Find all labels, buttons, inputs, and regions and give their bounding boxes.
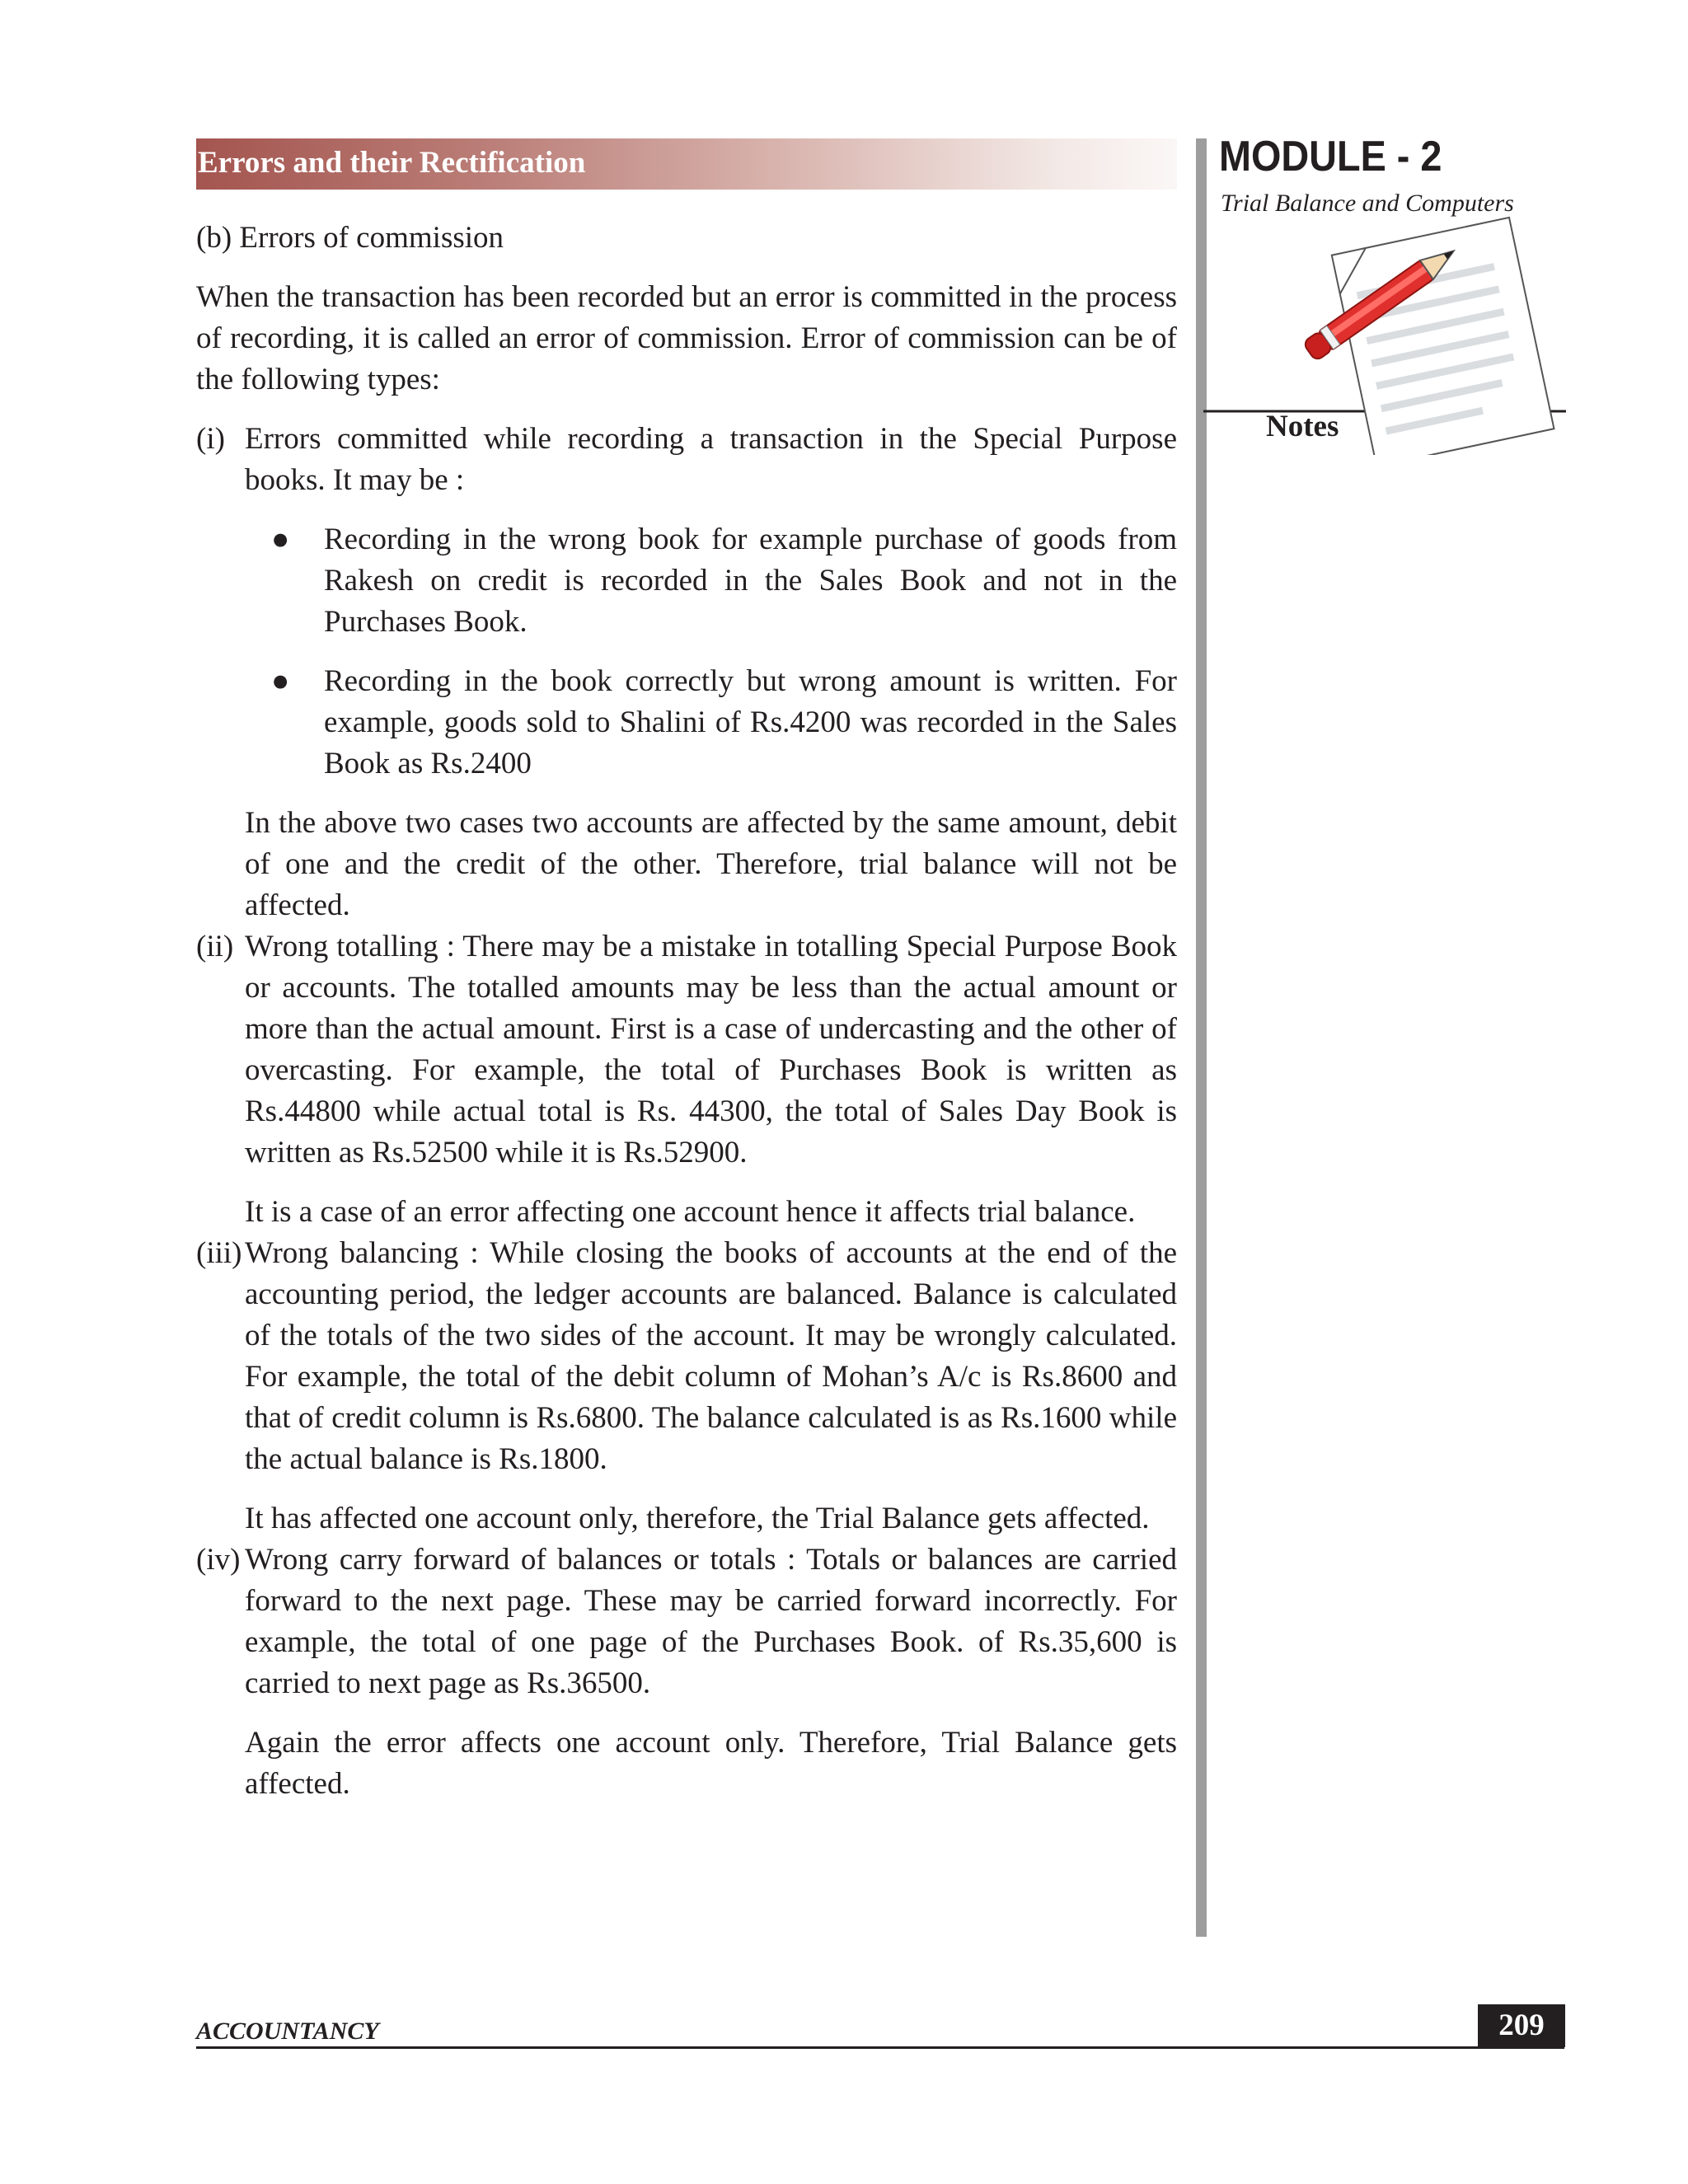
footer-subject: ACCOUNTANCY [196, 2018, 379, 2045]
item-text: Wrong totalling : There may be a mistake in totalling Special Purpose Book or accounts. The totalled amounts may be less than the actual amount or more than the actual amount. First is a case of undercasting and the other of overcasting. For example, the total of Purchases Book is written as Rs.44800 while actual total is Rs. 44300, the total of Sales Day Book is written as Rs.52500 while it is Rs.52900. [245, 930, 1177, 1169]
bullet-icon: ● [271, 664, 290, 698]
item-number: (iv) [196, 1543, 241, 1577]
module-title: MODULE - 2 [1219, 133, 1442, 180]
module-subtitle: Trial Balance and Computers [1221, 190, 1514, 217]
list-item [196, 1540, 1177, 1704]
list-item [196, 419, 1177, 501]
item-number: (i) [196, 422, 225, 456]
item-text: Errors committed while recording a transaction in the Special Purpose books. It may be : [245, 422, 1177, 497]
list-item [196, 1233, 1177, 1480]
list-item [196, 926, 1177, 1174]
bullet-text: Recording in the wrong book for example purchase of goods from Rakesh on credit is recorded in the Sales Book and not in the Purchases Book. [324, 523, 1177, 639]
main-content [196, 218, 1177, 1805]
notes-with-pencil-icon [1203, 216, 1591, 455]
section-header-bar [196, 138, 1177, 190]
bullet-item [196, 519, 1177, 643]
item-note: It is a case of an error affecting one account hence it affects trial balance. [245, 1195, 1136, 1229]
item-text: Wrong carry forward of balances or totals : Totals or balances are carried forward to the next page. These may be carried forward incorrectly. For example, the total of one page of the Purchases Book. of Rs.35,600 is carried to next page as Rs.36500. [245, 1543, 1177, 1700]
page-number: 209 [1478, 2004, 1565, 2047]
bullet-icon: ● [271, 523, 290, 556]
section-title: Errors and their Rectification [198, 146, 586, 180]
subheading: (b) Errors of commission [196, 221, 504, 255]
notes-label: Notes [1266, 410, 1339, 443]
footer-rule [196, 2046, 1564, 2049]
item-note: It has affected one account only, therefore, the Trial Balance gets affected. [245, 1502, 1150, 1535]
item-number: (iii) [196, 1236, 242, 1270]
bullet-text: Recording in the book correctly but wrong amount is written. For example, goods sold to Shalini of Rs.4200 was recorded in the Sales Book as Rs.2400 [324, 664, 1177, 780]
item-note: Again the error affects one account only. Therefore, Trial Balance gets affected. [245, 1726, 1177, 1801]
item-note: In the above two cases two accounts are affected by the same amount, debit of one and the credit of the other. Therefore, trial balance will not be affected. [245, 806, 1177, 922]
intro-paragraph: When the transaction has been recorded but an error is committed in the process of recording, it is called an error of commission. Error of commission can be of the following types: [196, 280, 1177, 396]
item-text: Wrong balancing : While closing the books of accounts at the end of the accounting period, the ledger accounts are balanced. Balance is calculated of the totals of the two sides of the account. It may be wrongly calculated. For example, the total of the debit column of Mohan’s A/c is Rs.8600 and that of credit column is Rs.6800. The balance calculated is as Rs.1600 while the actual balance is Rs.1800. [245, 1236, 1177, 1476]
item-number: (ii) [196, 930, 234, 963]
bullet-item [196, 661, 1177, 785]
